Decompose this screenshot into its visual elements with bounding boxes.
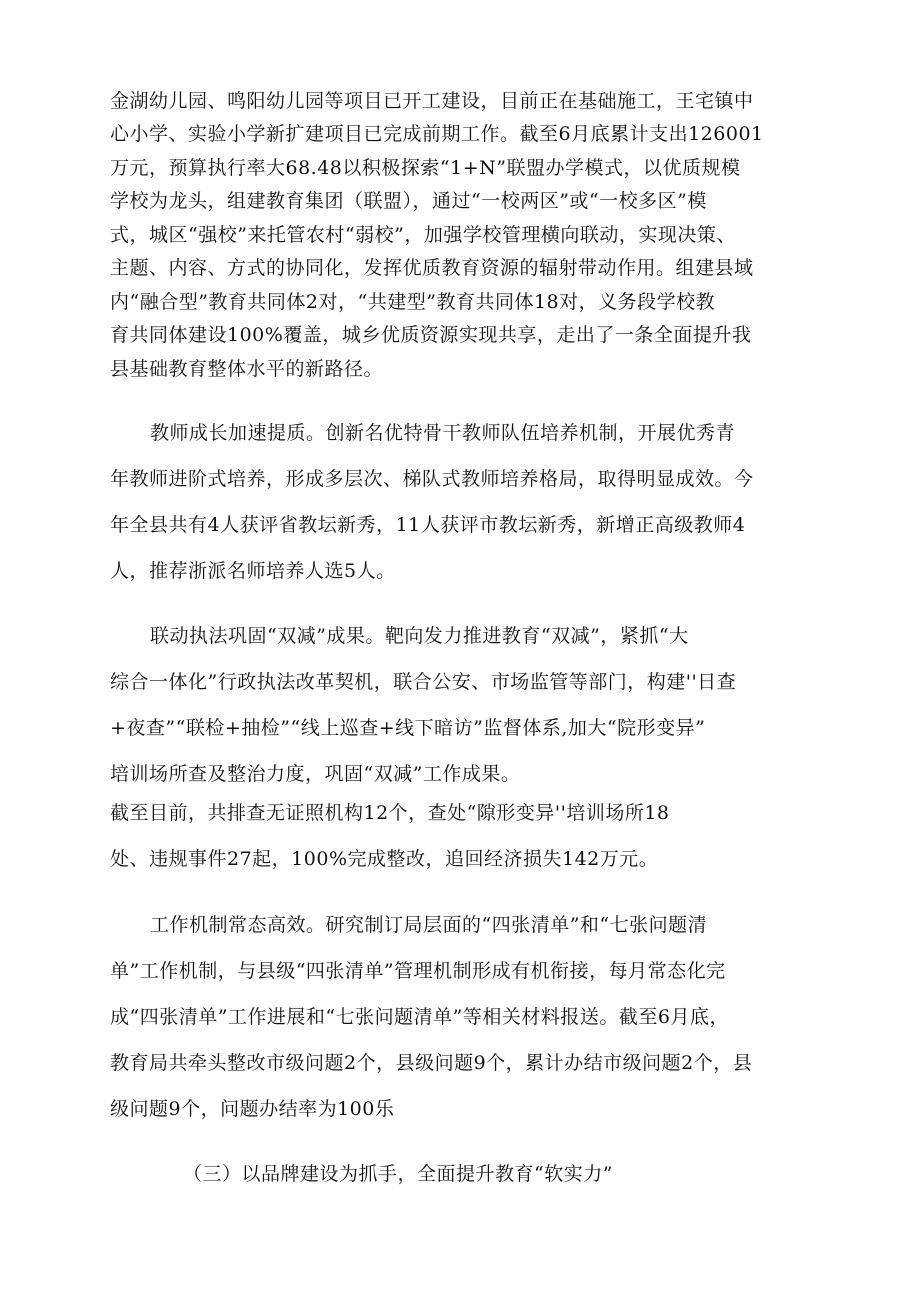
paragraph-4-line-1: 工作机制常态高效。研究制订局层面的“四张清单”和“七张问题清	[150, 914, 708, 936]
paragraph-1-line-9: 县基础教育整体水平的新路径。	[110, 358, 384, 380]
paragraph-1-line-3: 万元，预算执行率大68.48以积极探索“1+N”联盟办学模式，以优质规模	[110, 157, 741, 179]
paragraph-3-line-1: 联动执法巩固“双减”成果。靶向发力推进教育“双减”，紧抓“大	[150, 625, 689, 647]
paragraph-1-line-8: 育共同体建设100%覆盖，城乡优质资源实现共享，走出了一条全面提升我	[110, 324, 752, 346]
paragraph-1-line-6: 主题、内容、方式的协同化，发挥优质教育资源的辐射带动作用。组建县域	[110, 257, 754, 279]
paragraph-1-line-7: 内“融合型”教育共同体2对，“共建型”教育共同体18对，义务段学校教	[110, 291, 716, 313]
paragraph-1-line-4: 学校为龙头，组建教育集团（联盟），通过“一校两区”或“一校多区”模	[110, 190, 707, 212]
paragraph-3-line-5: 截至目前，共排查无证照机构12个，查处“隙形变异''培训场所18	[110, 802, 670, 824]
paragraph-2-line-4: 人，推荐浙派名师培养人选5人。	[110, 560, 396, 582]
paragraph-3-line-3: +夜查”“联检+抽检”“线上巡查+线下暗访”监督体系,加大“院形变异”	[110, 717, 706, 739]
paragraph-3-line-2: 综合一体化”行政执法改革契机，联合公安、市场监管等部门，构建''日查	[110, 671, 737, 693]
paragraph-4-line-4: 教育局共牵头整改市级问题2个，县级问题9个，累计办结市级问题2个，县	[110, 1052, 753, 1074]
paragraph-2-line-3: 年全县共有4人获评省教坛新秀，11人获评市教坛新秀，新增正高级教师4	[110, 514, 746, 536]
paragraph-1-line-1: 金湖幼儿园、鸣阳幼儿园等项目已开工建设，目前正在基础施工，王宅镇中	[110, 90, 754, 112]
paragraph-1-line-5: 式，城区“强校”来托管农村“弱校”，加强学校管理横向联动，实现决策、	[110, 224, 736, 246]
paragraph-2-line-2: 年教师进阶式培养，形成多层次、梯队式教师培养格局，取得明显成效。今	[110, 468, 754, 490]
section-heading: （三）以品牌建设为抓手，全面提升教育“软实力”	[183, 1163, 613, 1185]
paragraph-3-line-6: 处、违规事件27起，100%完成整改，追回经济损失142万元。	[110, 848, 659, 870]
paragraph-2-line-1: 教师成长加速提质。创新名优特骨干教师队伍培养机制，开展优秀青	[150, 422, 736, 444]
paragraph-1-line-2: 心小学、实验小学新扩建项目已完成前期工作。截至6月底累计支出126001	[110, 123, 764, 145]
paragraph-4-line-5: 级问题9个，问题办结率为100乐	[110, 1098, 395, 1120]
paragraph-4-line-3: 成“四张清单”工作进展和“七张问题清单”等相关材料报送。截至6月底，	[110, 1006, 729, 1028]
paragraph-3-line-4: 培训场所查及整治力度，巩固“双减”工作成果。	[110, 763, 521, 785]
paragraph-4-line-2: 单”工作机制，与县级“四张清单”管理机制形成有机衔接，每月常态化完	[110, 960, 726, 982]
